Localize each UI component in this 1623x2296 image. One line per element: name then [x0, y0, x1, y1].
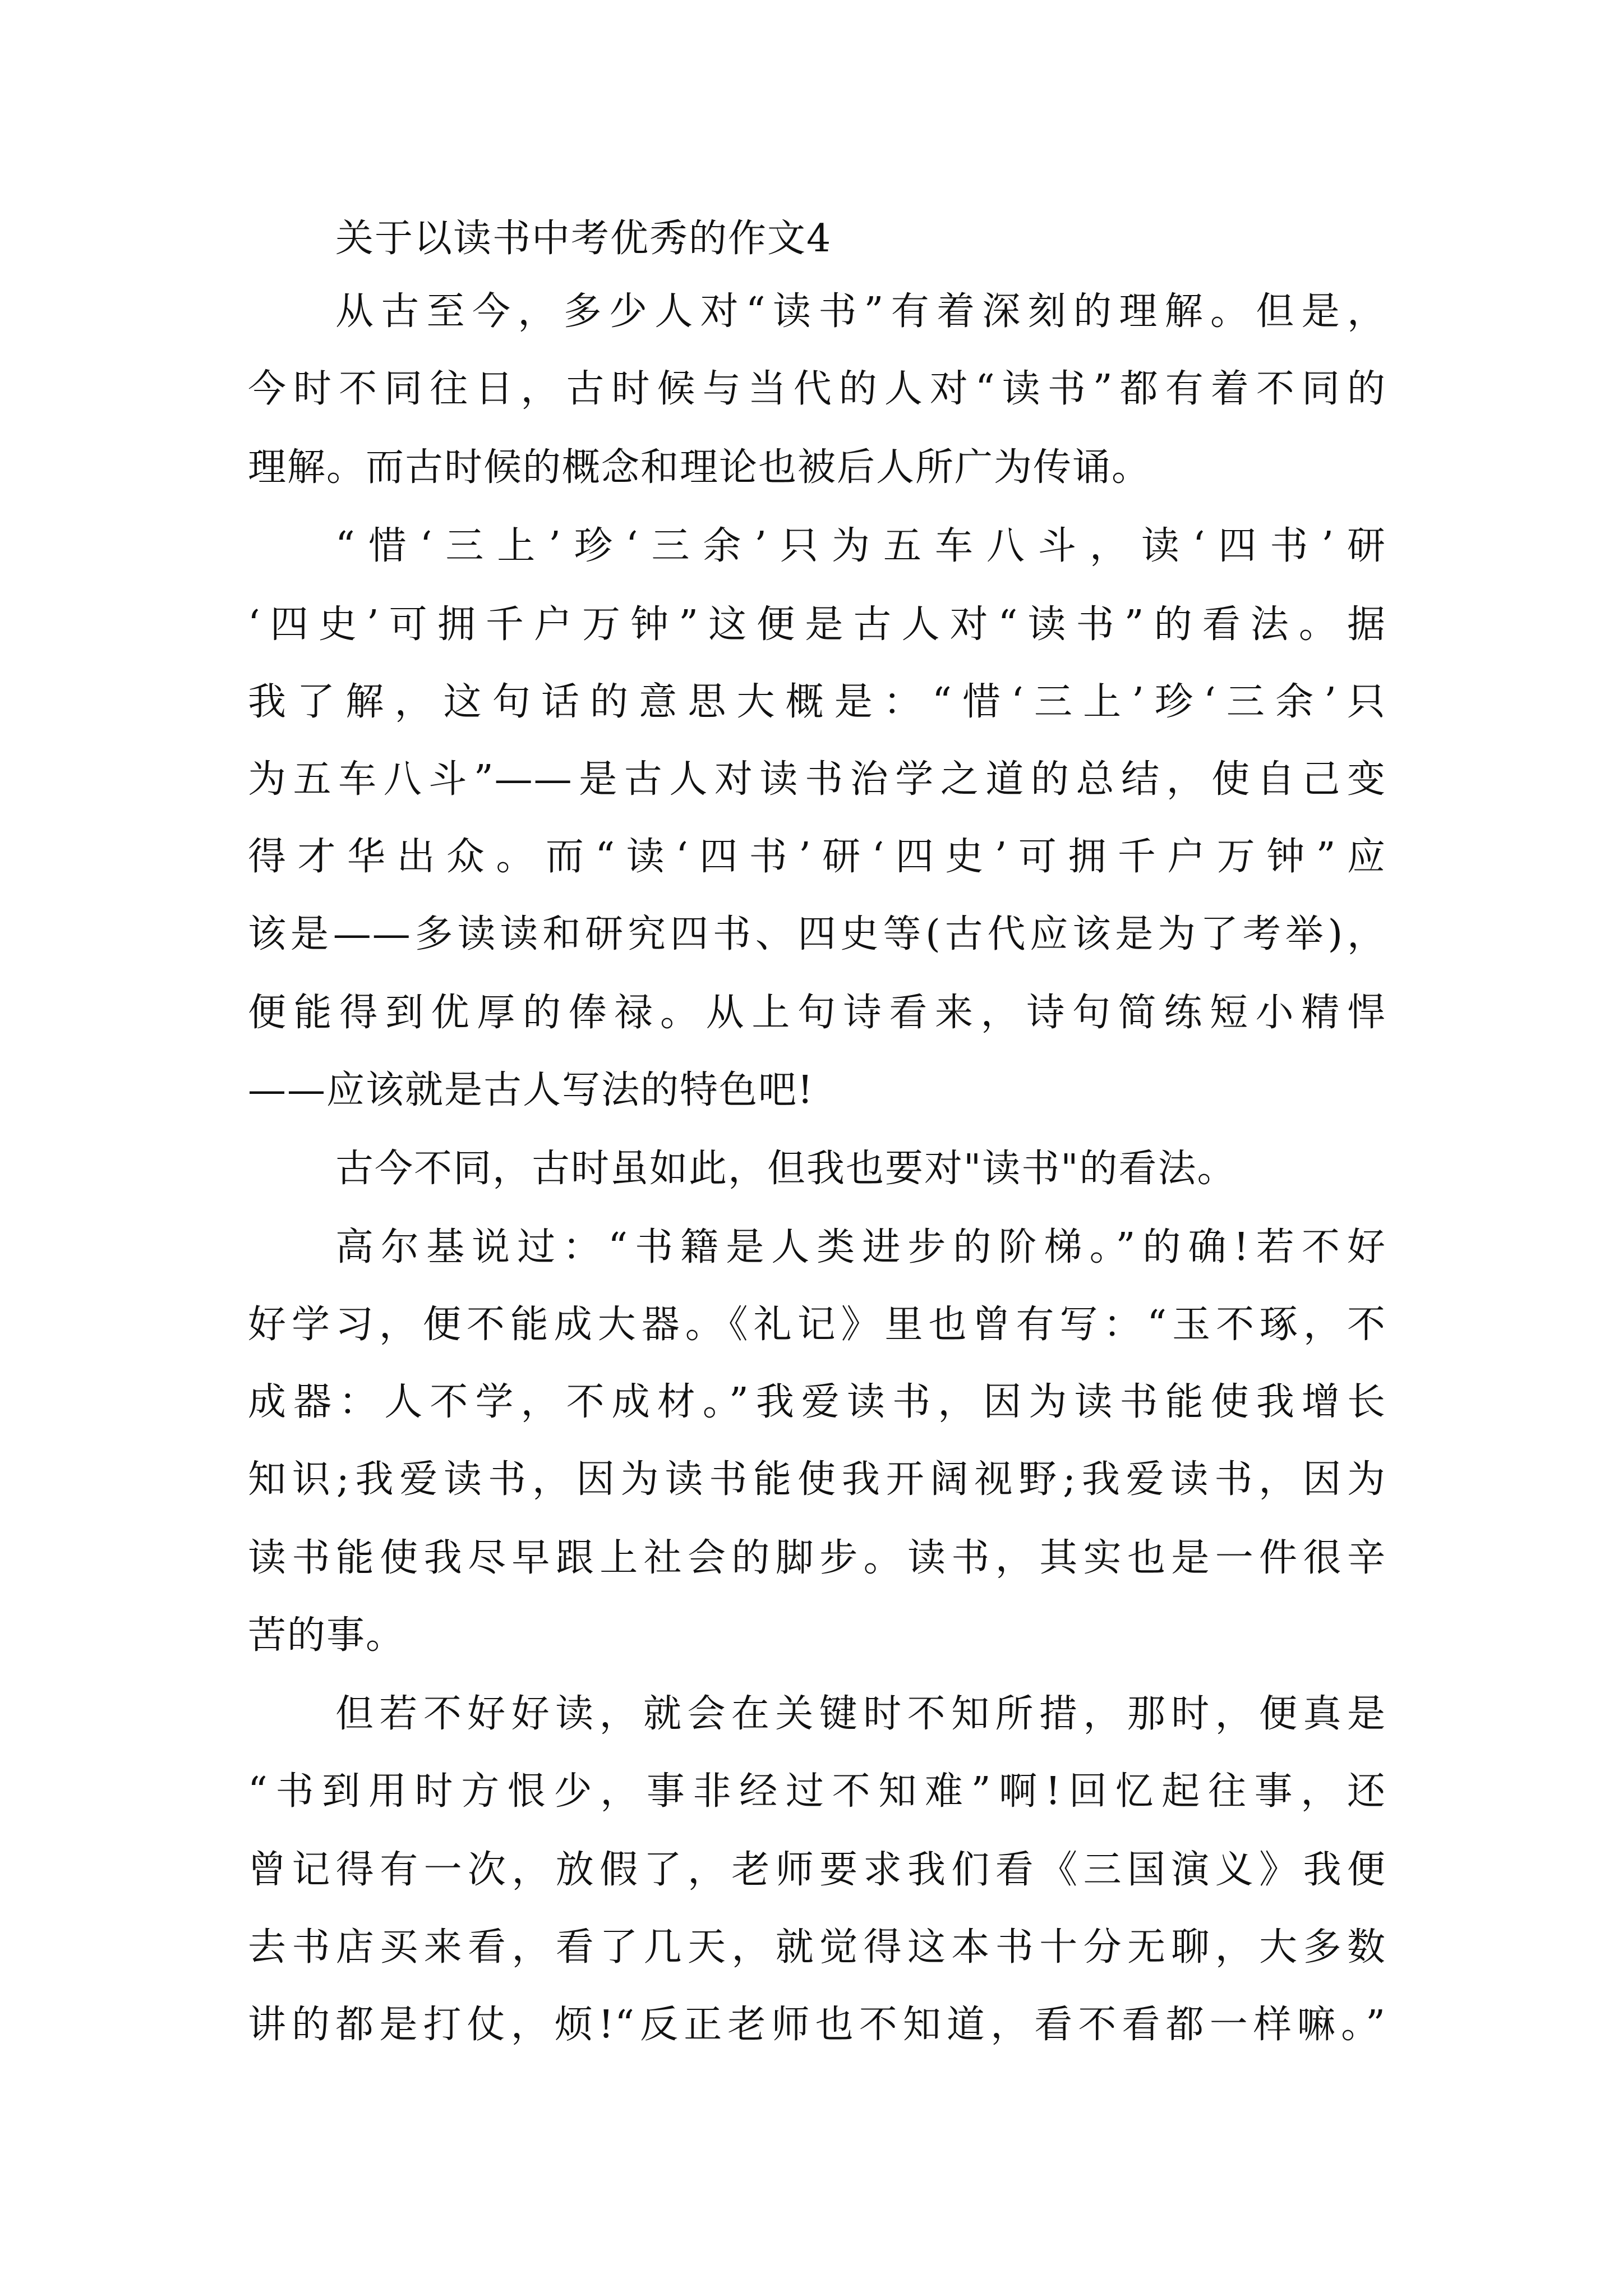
paragraph-line: 去书店买来看，看了几天，就觉得这本书十分无聊，大多数: [248, 1925, 1386, 1970]
paragraph-line: 理解。而古时候的概念和理论也被后人所广为传诵。: [248, 445, 1151, 490]
paragraph-line: 曾记得有一次，放假了，老师要求我们看《三国演义》我便: [248, 1848, 1386, 1892]
paragraph-line: 从古至今，多少人对“读书”有着深刻的理解。但是，: [335, 289, 1386, 334]
paragraph-line: ——应该就是古人写法的特色吧!: [248, 1068, 814, 1112]
paragraph-line: 便能得到优厚的俸禄。从上句诗看来，诗句简练短小精悍: [248, 991, 1386, 1035]
paragraph-line: 成器：人不学，不成材。”我爱读书，因为读书能使我增长: [248, 1380, 1386, 1424]
paragraph-line: 讲的都是打仗，烦!“反正老师也不知道，看不看都一样嘛。”: [248, 2003, 1386, 2047]
paragraph-line: 知识;我爱读书，因为读书能使我开阔视野;我爱读书，因为: [248, 1457, 1386, 1502]
document-title: 关于以读书中考优秀的作文4: [335, 217, 832, 261]
paragraph-line: 为五车八斗”——是古人对读书治学之道的总结，使自己变: [248, 757, 1386, 802]
paragraph-line: ‘四史’可拥千户万钟”这便是古人对“读书”的看法。据: [248, 602, 1386, 647]
paragraph-line: 该是——多读读和研究四书、四史等(古代应该是为了考举)，: [248, 912, 1386, 956]
paragraph-line: “书到用时方恨少，事非经过不知难”啊!回忆起往事，还: [248, 1769, 1386, 1814]
paragraph-line: 古今不同，古时虽如此，但我也要对"读书"的看法。: [335, 1147, 1237, 1191]
paragraph-line: 今时不同往日，古时候与当代的人对“读书”都有着不同的: [248, 367, 1386, 411]
paragraph-line: “惜‘三上’珍‘三余’只为五车八斗，读‘四书’研: [335, 524, 1386, 568]
paragraph-line: 我了解，这句话的意思大概是：“惜‘三上’珍‘三余’只: [248, 680, 1386, 724]
paragraph-line: 苦的事。: [248, 1613, 405, 1658]
paragraph-line: 但若不好好读，就会在关键时不知所措，那时，便真是: [335, 1692, 1386, 1736]
paragraph-line: 读书能使我尽早跟上社会的脚步。读书，其实也是一件很辛: [248, 1536, 1386, 1580]
paragraph-line: 高尔基说过：“书籍是人类进步的阶梯。”的确!若不好: [335, 1225, 1386, 1269]
paragraph-line: 好学习，便不能成大器。《礼记》里也曾有写：“玉不琢，不: [248, 1303, 1386, 1347]
paragraph-line: 得才华出众。而“读‘四书’研‘四史’可拥千户万钟”应: [248, 835, 1386, 879]
